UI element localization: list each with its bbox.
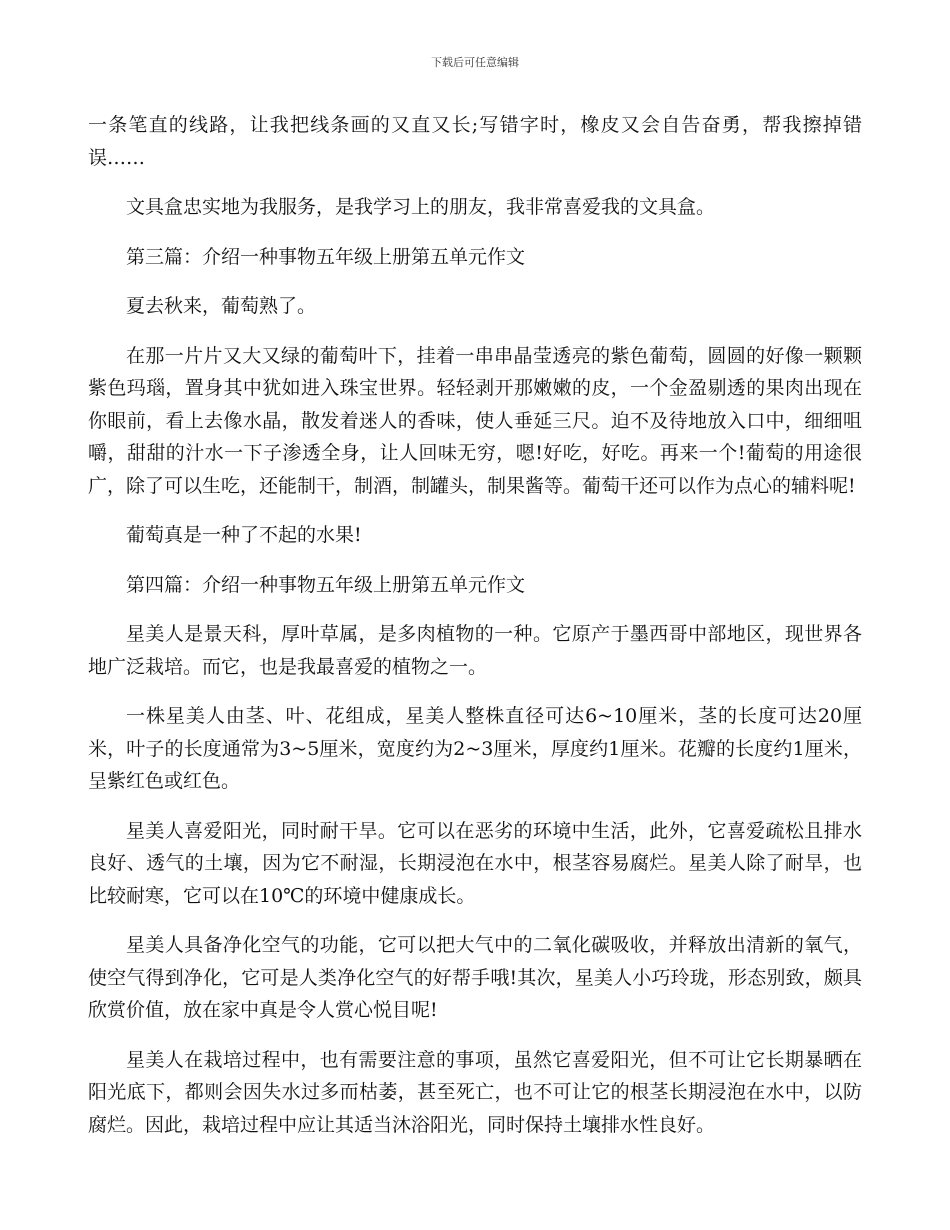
paragraph: 星美人具备净化空气的功能，它可以把大气中的二氧化碳吸收，并释放出清新的氧气，使空气得到净化，它可是人类净化空气的好帮手哦!其次，星美人小巧玲珑，形态别致，颇具欣赏价值，放在家中真是令人赏心悦目呢! bbox=[88, 934, 862, 1021]
paragraph: 葡萄真是一种了不起的水果! bbox=[126, 524, 362, 546]
paragraph: 星美人在栽培过程中，也有需要注意的事项，虽然它喜爱阳光，但不可让它长期暴晒在阳光底下，都则会因失水过多而枯萎，甚至死亡，也不可让它的根茎长期浸泡在水中，以防腐烂。因此，栽培过程中应让其适当沐浴阳光，同时保持土壤排水性良好。 bbox=[88, 1048, 862, 1136]
section-heading: 第四篇：介绍一种事物五年级上册第五单元作文 bbox=[126, 573, 526, 596]
paragraph: 一株星美人由茎、叶、花组成，星美人整株直径可达6~10厘米，茎的长度可达20厘米，叶子的长度通常为3~5厘米，宽度约为2~3厘米，厚度约1厘米。花瓣的长度约1厘米，呈紫红色或红色。 bbox=[88, 705, 862, 792]
paragraph: 星美人喜爱阳光，同时耐干旱。它可以在恶劣的环境中生活，此外，它喜爱疏松且排水良好、透气的土壤，因为它不耐湿，长期浸泡在水中，根茎容易腐烂。星美人除了耐旱，也比较耐寒，它可以在10℃的环境中健康成长。 bbox=[88, 819, 862, 907]
section-heading: 第三篇：介绍一种事物五年级上册第五单元作文 bbox=[126, 245, 526, 268]
paragraph: 在那一片片又大又绿的葡萄叶下，挂着一串串晶莹透亮的紫色葡萄，圆圆的好像一颗颗紫色玛瑙，置身其中犹如进入珠宝世界。轻轻剥开那嫩嫩的皮，一个金盈剔透的果肉出现在你眼前，看上去像水晶，散发着迷人的香味，使人垂延三尺。迫不及待地放入口中，细细咀嚼，甜甜的汁水一下子渗透全身，让人回味无穷，嗯!好吃，好吃。再来一个!葡萄的用途很广，除了可以生吃，还能制干，制酒，制罐头，制果酱等。葡萄干还可以作为点心的辅料呢! bbox=[88, 344, 862, 497]
document-body bbox=[88, 109, 862, 1158]
paragraph: 夏去秋来，葡萄熟了。 bbox=[126, 295, 317, 317]
paragraph: 星美人是景天科，厚叶草属，是多肉植物的一种。它原产于墨西哥中部地区，现世界各地广泛栽培。而它，也是我最喜爱的植物之一。 bbox=[88, 623, 862, 678]
paragraph: 文具盒忠实地为我服务，是我学习上的朋友，我非常喜爱我的文具盒。 bbox=[126, 196, 716, 218]
page-header: 下载后可任意编辑 bbox=[431, 56, 519, 69]
paragraph: 一条笔直的线路，让我把线条画的又直又长;写错字时，橡皮又会自告奋勇，帮我擦掉错误…… bbox=[88, 114, 862, 169]
